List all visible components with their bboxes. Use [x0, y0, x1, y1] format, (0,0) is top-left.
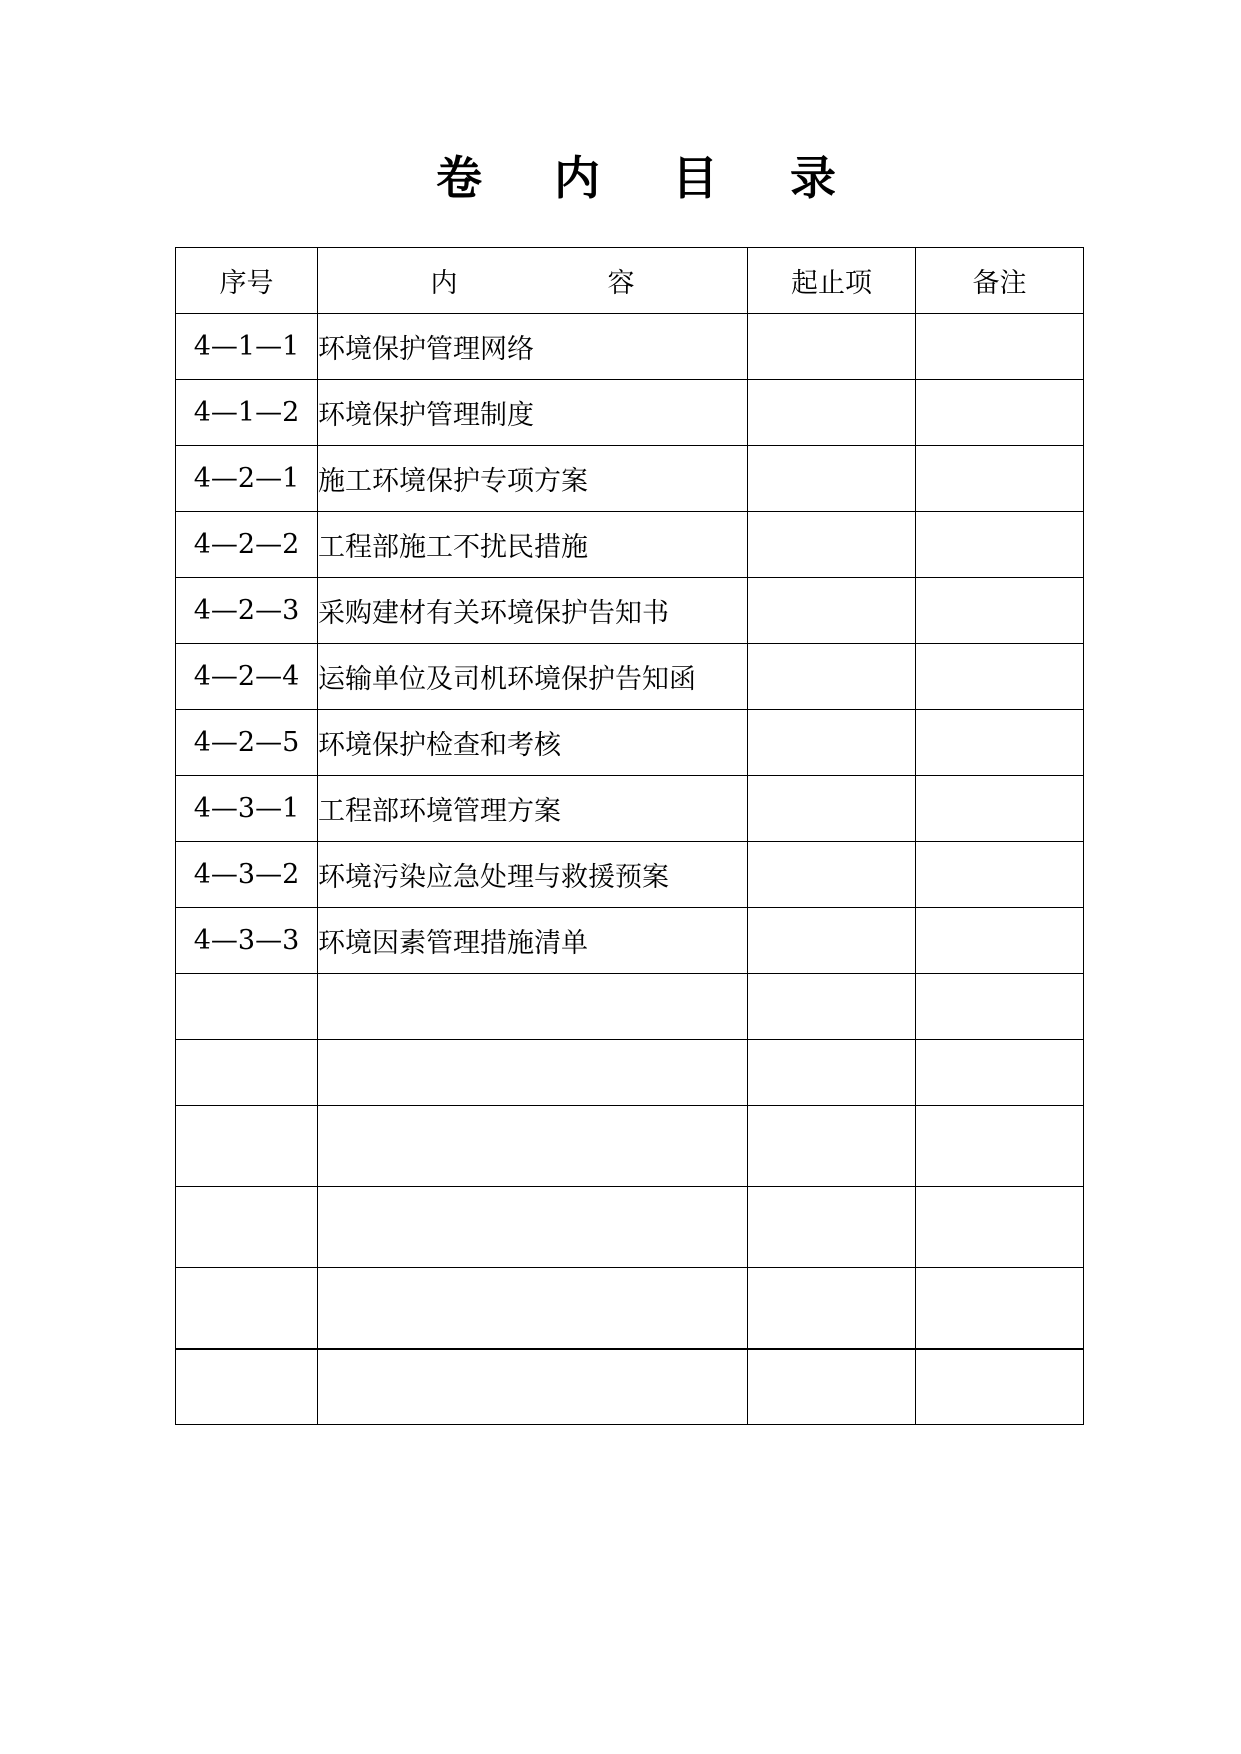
row-content: 工程部环境管理方案: [318, 776, 748, 842]
row-seq: [176, 1349, 318, 1425]
row-seq: 4—2—5: [176, 710, 318, 776]
row-note: [916, 1349, 1084, 1425]
header-content: [318, 248, 748, 314]
table-row: [176, 644, 1084, 710]
row-content: [318, 974, 748, 1040]
row-content: 环境污染应急处理与救援预案: [318, 842, 748, 908]
table-row: [176, 1187, 1084, 1268]
table-row: [176, 512, 1084, 578]
row-content: 环境保护管理网络: [318, 314, 748, 380]
row-range: [748, 314, 916, 380]
row-seq: 4—2—4: [176, 644, 318, 710]
row-note: [916, 710, 1084, 776]
table-row: [176, 314, 1084, 380]
row-note: [916, 776, 1084, 842]
row-range: [748, 446, 916, 512]
row-content: 环境保护管理制度: [318, 380, 748, 446]
row-content: 施工环境保护专项方案: [318, 446, 748, 512]
row-seq: 4—3—3: [176, 908, 318, 974]
row-range: [748, 974, 916, 1040]
table-row: [176, 1268, 1084, 1349]
header-content-left: 内: [430, 268, 458, 299]
row-seq: 4—1—2: [176, 380, 318, 446]
row-note: [916, 908, 1084, 974]
row-note: [916, 974, 1084, 1040]
row-note: [916, 446, 1084, 512]
table-row: [176, 908, 1084, 974]
row-content: [318, 1040, 748, 1106]
table-row: [176, 842, 1084, 908]
row-note: [916, 578, 1084, 644]
row-seq: 4—1—1: [176, 314, 318, 380]
row-note: [916, 512, 1084, 578]
row-range: [748, 842, 916, 908]
row-seq: 4—3—1: [176, 776, 318, 842]
table-row: [176, 710, 1084, 776]
row-note: [916, 314, 1084, 380]
row-range: [748, 1187, 916, 1268]
row-range: [748, 1040, 916, 1106]
row-seq: 4—2—1: [176, 446, 318, 512]
row-seq: [176, 1187, 318, 1268]
row-content: 运输单位及司机环境保护告知函: [318, 644, 748, 710]
row-seq: [176, 1040, 318, 1106]
row-range: [748, 710, 916, 776]
table-row: [176, 1349, 1084, 1425]
row-range: [748, 776, 916, 842]
row-content: [318, 1268, 748, 1349]
row-range: [748, 908, 916, 974]
row-note: [916, 1268, 1084, 1349]
row-content: 采购建材有关环境保护告知书: [318, 578, 748, 644]
row-content: [318, 1349, 748, 1425]
table-row: [176, 776, 1084, 842]
row-note: [916, 380, 1084, 446]
row-range: [748, 644, 916, 710]
row-content: [318, 1187, 748, 1268]
table-row: [176, 578, 1084, 644]
row-content: [318, 1106, 748, 1187]
row-seq: 4—3—2: [176, 842, 318, 908]
table-header-row: [176, 248, 1084, 314]
row-seq: 4—2—3: [176, 578, 318, 644]
header-content-right: 容: [607, 268, 635, 299]
row-note: [916, 644, 1084, 710]
row-note: [916, 1187, 1084, 1268]
row-content: 工程部施工不扰民措施: [318, 512, 748, 578]
table-row: [176, 1106, 1084, 1187]
row-range: [748, 380, 916, 446]
header-seq: 序号: [176, 248, 318, 314]
header-note: 备注: [916, 248, 1084, 314]
table-row: [176, 446, 1084, 512]
row-note: [916, 1106, 1084, 1187]
table-row: [176, 1040, 1084, 1106]
row-seq: 4—2—2: [176, 512, 318, 578]
row-content: 环境保护检查和考核: [318, 710, 748, 776]
row-range: [748, 1349, 916, 1425]
row-seq: [176, 974, 318, 1040]
header-range: 起止项: [748, 248, 916, 314]
row-seq: [176, 1106, 318, 1187]
row-range: [748, 512, 916, 578]
page-title: 卷 内 目 录: [435, 151, 865, 205]
row-range: [748, 578, 916, 644]
row-note: [916, 1040, 1084, 1106]
row-range: [748, 1106, 916, 1187]
row-content: 环境因素管理措施清单: [318, 908, 748, 974]
table-row: [176, 380, 1084, 446]
toc-table: [175, 247, 1084, 1425]
row-seq: [176, 1268, 318, 1349]
row-note: [916, 842, 1084, 908]
row-range: [748, 1268, 916, 1349]
table-row: [176, 974, 1084, 1040]
